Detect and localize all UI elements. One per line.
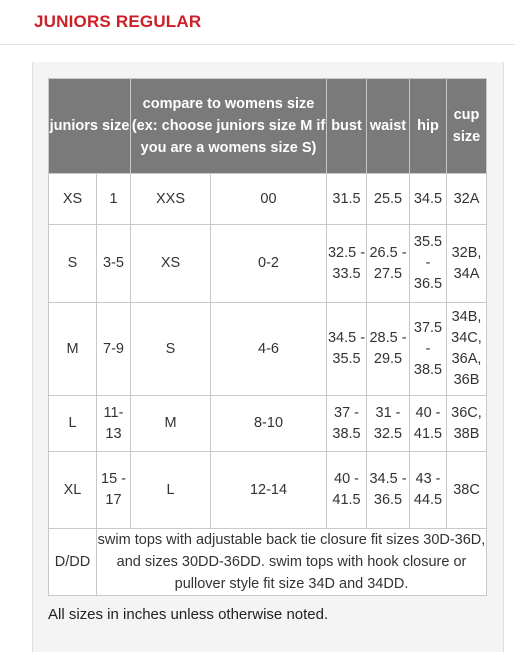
juniors-size-cell: XL [49,452,97,529]
womens-size-cell: S [131,303,211,396]
header-waist: waist [367,79,410,174]
juniors-number-cell: 7-9 [97,303,131,396]
juniors-size-cell: XS [49,174,97,225]
hip-cell: 35.5 - 36.5 [410,225,447,303]
dd-fit-note: swim tops with adjustable back tie closure fit sizes 30D-36D, and sizes 30DD-36DD. swim tops with hook closure or pullover style fit size 34D and 34DD. [97,529,487,596]
header-bust: bust [327,79,367,174]
waist-cell: 31 - 32.5 [367,396,410,452]
table-row [49,174,487,225]
juniors-number-cell: 11-13 [97,396,131,452]
waist-cell: 25.5 [367,174,410,225]
table-row [49,225,487,303]
juniors-size-cell: D/DD [49,529,97,596]
womens-number-cell: 8-10 [211,396,327,452]
juniors-number-cell: 3-5 [97,225,131,303]
waist-cell: 26.5 - 27.5 [367,225,410,303]
header-compare-womens: compare to womens size (ex: choose juniors size M if you are a womens size S) [131,79,327,174]
bust-cell: 34.5 - 35.5 [327,303,367,396]
juniors-number-cell: 1 [97,174,131,225]
womens-number-cell: 12-14 [211,452,327,529]
size-chart-table [48,78,487,596]
header-hip: hip [410,79,447,174]
table-row [49,529,487,596]
bust-cell: 32.5 - 33.5 [327,225,367,303]
hip-cell: 43 - 44.5 [410,452,447,529]
womens-number-cell: 0-2 [211,225,327,303]
cup-size-cell: 34B, 34C, 36A, 36B [447,303,487,396]
hip-cell: 40 - 41.5 [410,396,447,452]
juniors-size-cell: S [49,225,97,303]
waist-cell: 34.5 - 36.5 [367,452,410,529]
womens-size-cell: XXS [131,174,211,225]
table-row [49,303,487,396]
cup-size-cell: 38C [447,452,487,529]
header-juniors-size: juniors size [49,79,131,174]
table-header-row [49,79,487,174]
womens-number-cell: 4-6 [211,303,327,396]
juniors-size-cell: L [49,396,97,452]
juniors-number-cell: 15 - 17 [97,452,131,529]
hip-cell: 34.5 [410,174,447,225]
page-title: JUNIORS REGULAR [34,12,202,31]
footnote: All sizes in inches unless otherwise noted. [48,606,329,623]
waist-cell: 28.5 - 29.5 [367,303,410,396]
table-row [49,396,487,452]
bust-cell: 40 - 41.5 [327,452,367,529]
header-cup-size: cup size [447,79,487,174]
womens-number-cell: 00 [211,174,327,225]
bust-cell: 37 - 38.5 [327,396,367,452]
bust-cell: 31.5 [327,174,367,225]
hip-cell: 37.5 - 38.5 [410,303,447,396]
womens-size-cell: XS [131,225,211,303]
juniors-size-cell: M [49,303,97,396]
cup-size-cell: 36C, 38B [447,396,487,452]
womens-size-cell: L [131,452,211,529]
cup-size-cell: 32A [447,174,487,225]
title-divider [0,44,515,45]
cup-size-cell: 32B, 34A [447,225,487,303]
womens-size-cell: M [131,396,211,452]
table-row [49,452,487,529]
